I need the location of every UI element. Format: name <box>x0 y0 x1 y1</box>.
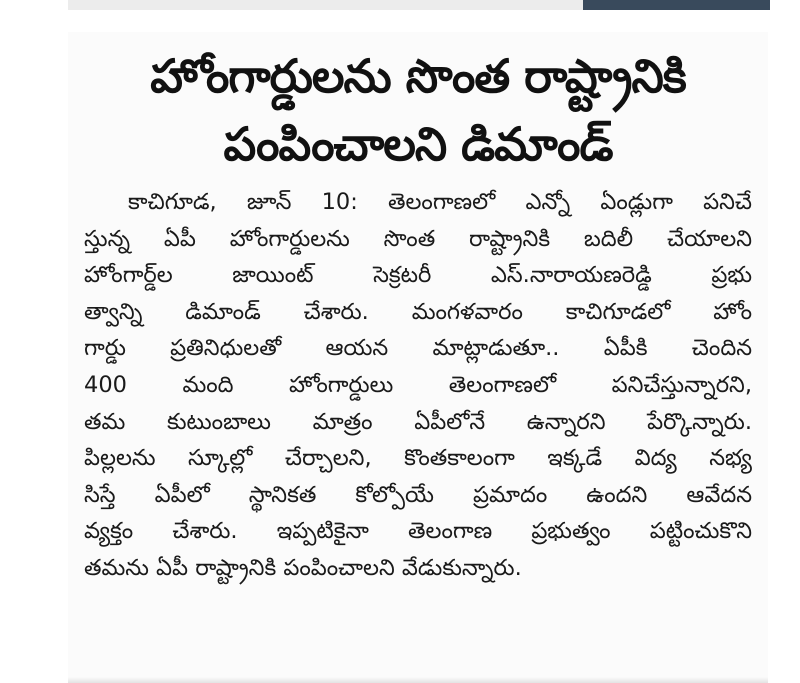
header-bar-fragment <box>583 0 770 10</box>
news-clipping <box>68 32 768 683</box>
body-line: తమ కుటుంబాలు మాత్రం ఏపీలోనే ఉన్నారని పేర్కొన్నారు. <box>84 408 752 435</box>
headline-line: హోంగార్డులను సొంత రాష్ట్రానికి <box>150 49 686 103</box>
body-line: తమను ఏపీ రాష్ట్రానికి పంపించాలని వేడుకున్నారు. <box>84 554 522 581</box>
headline <box>68 32 768 178</box>
body-line: సిస్తే ఏపీలో స్థానికత కోల్పోయే ప్రమాదం ఉందని ఆవేదన <box>84 481 752 508</box>
body-line: కాచిగూడ, జూన్ 10: తెలంగాణలో ఎన్నో ఏండ్లుగా పనిచే <box>128 189 752 215</box>
previous-clipping-edge <box>68 0 583 10</box>
body-line: పిల్లలను స్కూల్లో చేర్చాలని, కొంతకాలంగా ఇక్కడే విద్య నభ్య <box>84 445 752 472</box>
body-line: హోంగార్డ్‌ల జాయింట్ సెక్రటరీ ఎస్.నారాయణరెడ్డి ప్రభు <box>84 262 752 289</box>
body-line: స్తున్న ఏపీ హోంగార్డులను సొంత రాష్ట్రానికి బదిలీ చేయాలని <box>84 225 752 252</box>
clipping-bottom-edge <box>68 677 768 683</box>
body-line: 400 మంది హోంగార్డులు తెలంగాణలో పనిచేస్తున్నారని, <box>84 371 752 398</box>
body-line: గార్డు ప్రతినిధులతో ఆయన మాట్లాడుతూ.. ఏపీకి చెందిన <box>84 335 752 362</box>
article-body <box>68 184 768 587</box>
body-line: వ్యక్తం చేశారు. ఇప్పటికైనా తెలంగాణ ప్రభుత్వం పట్టించుకొని <box>84 518 752 545</box>
body-line: త్వాన్ని డిమాండ్ చేశారు. మంగళవారం కాచిగూడలో హోం <box>84 298 752 325</box>
headline-line: పంపించాలని డిమాండ్ <box>223 117 613 171</box>
